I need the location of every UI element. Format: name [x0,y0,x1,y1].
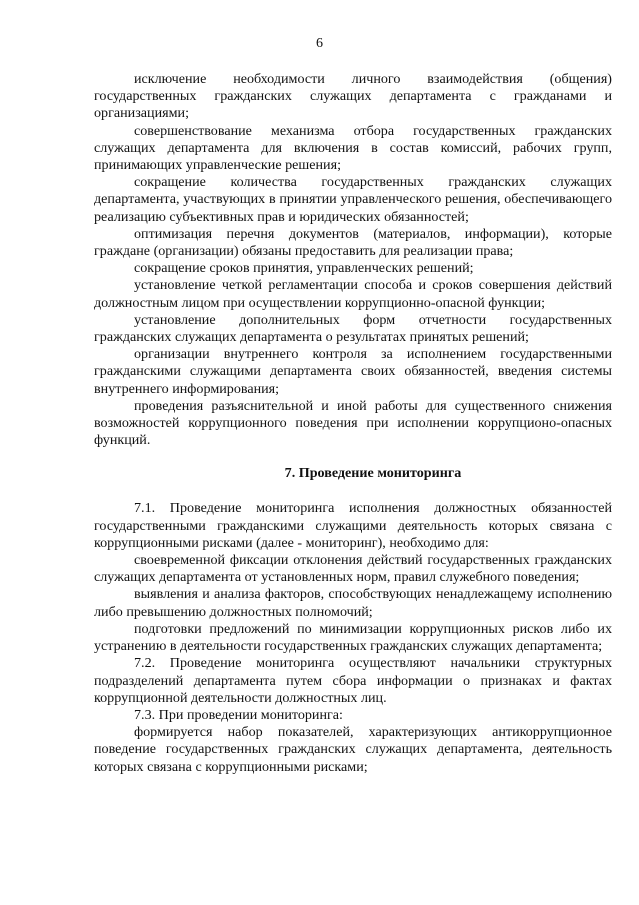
paragraph: формируется набор показателей, характеризующих антикоррупционное поведение государственных гражданских служащих департамента, деятельность которых связана с коррупционными рисками; [94,724,612,775]
paragraph: 7.2. Проведение мониторинга осуществляют начальники структурных подразделений департамента путем сбора информации о признаках и фактах коррупционной деятельности должностных лиц. [94,655,612,706]
paragraph: установление дополнительных форм отчетности государственных гражданских служащих департамента о результатах принятых решений; [94,311,612,346]
paragraph: сокращение количества государственных гражданских служащих департамента, участвующих в принятии управленческого решения, обеспечивающего реализацию субъективных прав и юридических обязанностей; [94,174,612,225]
page-number: 6 [316,36,323,51]
paragraph: исключение необходимости личного взаимодействия (общения) государственных гражданских служащих департамента с гражданами и организациями; [94,71,612,122]
section-heading: 7. Проведение мониторинга [284,465,462,482]
paragraph: установление четкой регламентации способа и сроков совершения действий должностным лицом при осуществлении коррупционно-опасной функции; [94,277,612,311]
paragraph: оптимизация перечня документов (материалов, информации), которые граждане (организации) обязаны предоставить для реализации права; [94,225,612,260]
paragraph: выявления и анализа факторов, способствующих ненадлежащему исполнению либо превышению должностных полномочий; [94,586,612,620]
paragraph: своевременной фиксации отклонения действий государственных гражданских служащих департамента от установленных норм, правил служебного поведения; [94,552,612,586]
paragraph: сокращение сроков принятия, управленческих решений; [134,260,474,277]
paragraph: 7.1. Проведение мониторинга исполнения должностных обязанностей государственными гражданскими служащими деятельность которых связана с коррупционными рисками (далее - мониторинг), необходимо для: [94,500,612,551]
paragraph: 7.3. При проведении мониторинга: [134,706,343,723]
paragraph: подготовки предложений по минимизации коррупционных рисков либо их устранению в деятельности государственных гражданских служащих департамента; [94,620,612,655]
paragraph: проведения разъяснительной и иной работы для существенного снижения возможностей коррупционного поведения при исполнении коррупционо-опасных функций. [94,397,612,449]
paragraph: совершенствование механизма отбора государственных гражданских служащих департамента для включения в состав комиссий, рабочих групп, принимающих управленческие решения; [94,122,612,174]
document-body [94,71,612,776]
paragraph: организации внутреннего контроля за исполнением государственными гражданскими служащими департамента своих обязанностей, введения системы внутреннего информирования; [94,346,612,397]
